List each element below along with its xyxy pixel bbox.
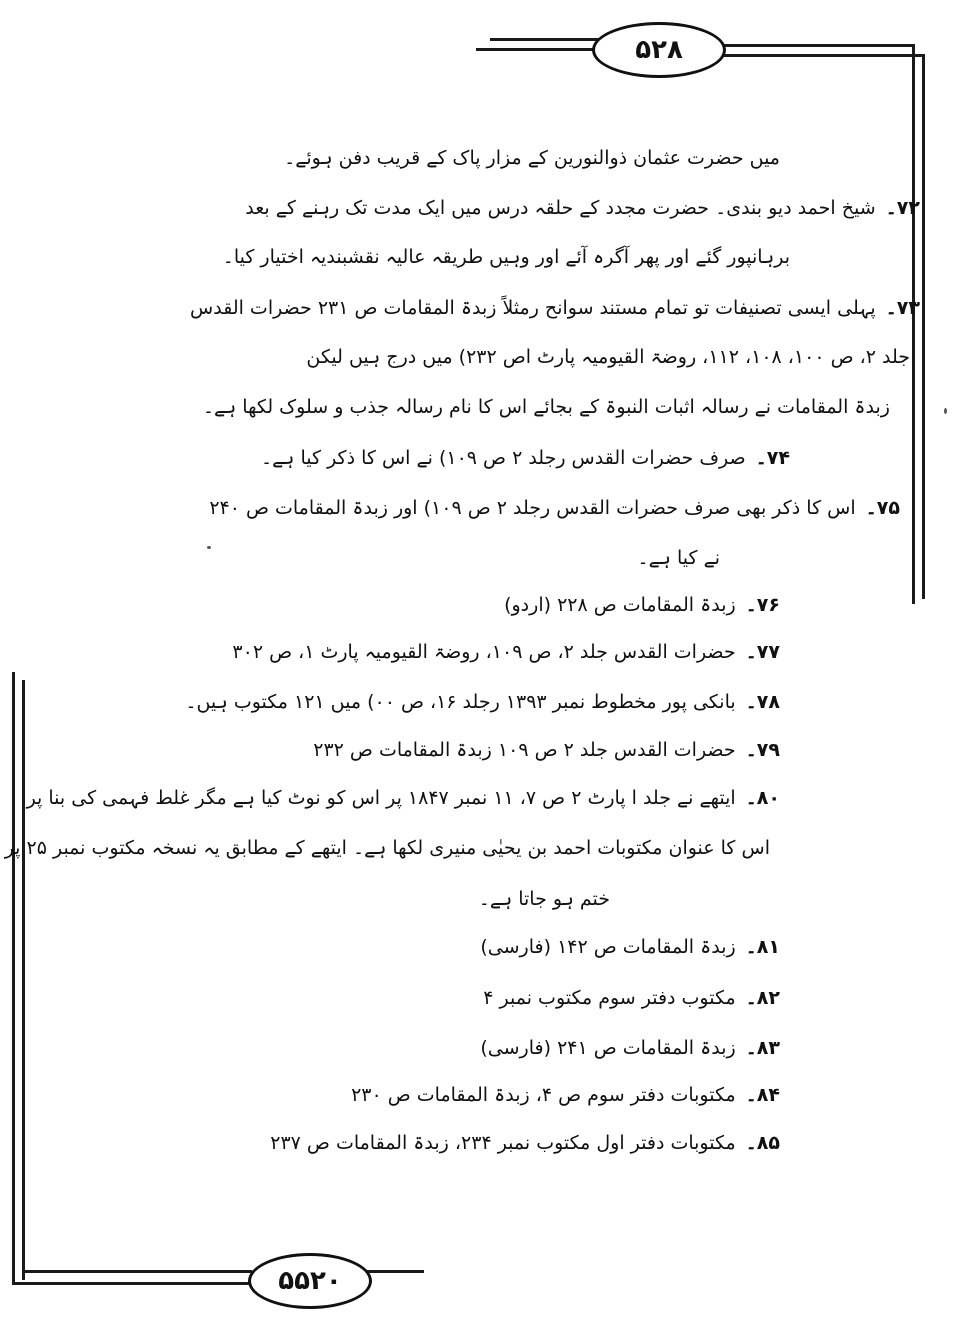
text-line xyxy=(160,637,780,667)
text-line xyxy=(160,392,900,422)
text-line xyxy=(180,1128,780,1158)
text-line xyxy=(170,443,790,473)
note-number: ۸۵۔ xyxy=(745,1132,780,1154)
footer-page-number: ۵۵۲۰ xyxy=(248,1253,372,1309)
note-text: ختم ہو جاتا ہے۔ xyxy=(478,888,610,910)
text-line xyxy=(220,1080,780,1110)
text-line xyxy=(280,590,780,620)
frame-right-line-1 xyxy=(912,44,915,604)
text-line xyxy=(280,1033,780,1063)
text-line xyxy=(160,242,800,272)
note-text: مکتوبات دفتر سوم ص ۴، زبدۃ المقامات ص ۲۳۰ xyxy=(351,1084,736,1106)
note-number: ۷۶۔ xyxy=(745,594,780,616)
note-text: بانکی پور مخطوط نمبر ۱۳۹۳ رجلد ۱۶، ص ۰۰) میں ۱۲۱ مکتوب ہیں۔ xyxy=(185,691,736,713)
text-line xyxy=(280,932,780,962)
note-number: ۸۴۔ xyxy=(745,1084,780,1106)
note-text: برہانپور گئے اور پھر آگرہ آئے اور وہیں طریقہ عالیہ نقشبندیہ اختیار کیا۔ xyxy=(222,246,790,268)
text-line xyxy=(180,687,780,717)
scan-speck xyxy=(944,408,947,414)
note-number: ۸۲۔ xyxy=(745,987,780,1009)
note-number: ۸۰۔ xyxy=(745,787,780,809)
note-text: مکتوبات دفتر اول مکتوب نمبر ۲۳۴، زبدۃ المقامات ص ۲۳۷ xyxy=(270,1132,736,1154)
note-number: ۷۵۔ xyxy=(865,497,900,519)
scan-speck xyxy=(207,546,211,549)
note-number: ۷۹۔ xyxy=(745,739,780,761)
header-page-number: ۵۲۸ xyxy=(592,22,726,78)
frame-right-line-2 xyxy=(922,54,925,599)
text-line xyxy=(120,293,920,323)
note-text: زبدۃ المقامات ص ۲۴۱ (فارسی) xyxy=(480,1037,736,1059)
note-number: ۷۳۔ xyxy=(885,297,920,319)
text-line xyxy=(280,983,780,1013)
text-line xyxy=(220,735,780,765)
note-text: نے کیا ہے۔ xyxy=(637,547,720,569)
note-text: اس کا عنوان مکتوبات احمد بن یحیٰی منیری لکھا ہے۔ ایتھے کے مطابق یہ نسخہ مکتوب نمبر ۲۵ پر xyxy=(4,837,770,859)
frame-bottom-line-1 xyxy=(12,1282,252,1285)
note-text: مکتوب دفتر سوم مکتوب نمبر ۴ xyxy=(483,987,736,1009)
note-text: زبدۃ المقامات ص ۱۴۲ (فارسی) xyxy=(480,936,736,958)
frame-bottom-line-3 xyxy=(364,1270,424,1273)
note-text: پہلی ایسی تصنیفات تو تمام مستند سوانح رمثلاً زبدۃ المقامات ص ۲۳۱ حضرات القدس xyxy=(190,297,876,319)
frame-top-line-4 xyxy=(714,54,924,57)
note-text: میں حضرت عثمان ذوالنورین کے مزار پاک کے قریب دفن ہوئے۔ xyxy=(284,147,780,169)
frame-left-line-1 xyxy=(12,672,15,1284)
frame-left-line-2 xyxy=(22,680,25,1280)
note-text: زبدۃ المقامات ص ۲۲۸ (اردو) xyxy=(504,594,736,616)
note-text: جلد ۲، ص ۱۰۰، ۱۰۸، ۱۱۲، روضۃ القیومیہ پارٹ اص ۲۳۲) میں درج ہیں لیکن xyxy=(306,346,910,368)
note-text: شیخ احمد دیو بندی۔ حضرت مجدد کے حلقہ درس میں ایک مدت تک رہنے کے بعد xyxy=(245,197,876,219)
note-text: صرف حضرات القدس رجلد ۲ ص ۱۰۹) نے اس کا ذکر کیا ہے۔ xyxy=(261,447,746,469)
text-line xyxy=(360,884,620,914)
note-text: زبدۃ المقامات نے رسالہ اثبات النبوۃ کے بجائے اس کا نام رسالہ جذب و سلوک لکھا ہے۔ xyxy=(202,396,890,418)
note-number: ۷۷۔ xyxy=(745,641,780,663)
text-line xyxy=(180,342,920,372)
text-line xyxy=(170,143,790,173)
note-number: ۷۸۔ xyxy=(745,691,780,713)
note-number: ۷۴۔ xyxy=(755,447,790,469)
note-text: حضرات القدس جلد ۲ ص ۱۰۹ زبدۃ المقامات ص ۲۳۲ xyxy=(313,739,736,761)
text-line xyxy=(4,833,780,863)
text-line xyxy=(160,493,900,523)
note-text: اس کا ذکر بھی صرف حضرات القدس رجلد ۲ ص ۱۰۹) اور زبدۃ المقامات ص ۲۴۰ xyxy=(209,497,856,519)
note-number: ۸۱۔ xyxy=(745,936,780,958)
frame-bottom-line-2 xyxy=(22,1270,252,1273)
text-line xyxy=(26,783,780,813)
note-text: ایتھے نے جلد ا پارٹ ۲ ص ۷، ۱۱ نمبر ۱۸۴۷ پر اس کو نوٹ کیا ہے مگر غلط فہمی کی بنا پر xyxy=(26,787,736,809)
note-number: ۷۲۔ xyxy=(885,197,920,219)
note-text: حضرات القدس جلد ۲، ص ۱۰۹، روضۃ القیومیہ پارٹ ۱، ص ۳۰۲ xyxy=(232,641,736,663)
text-line xyxy=(530,543,730,573)
frame-top-line-3 xyxy=(714,44,914,47)
note-number: ۸۳۔ xyxy=(745,1037,780,1059)
text-line xyxy=(140,193,920,223)
